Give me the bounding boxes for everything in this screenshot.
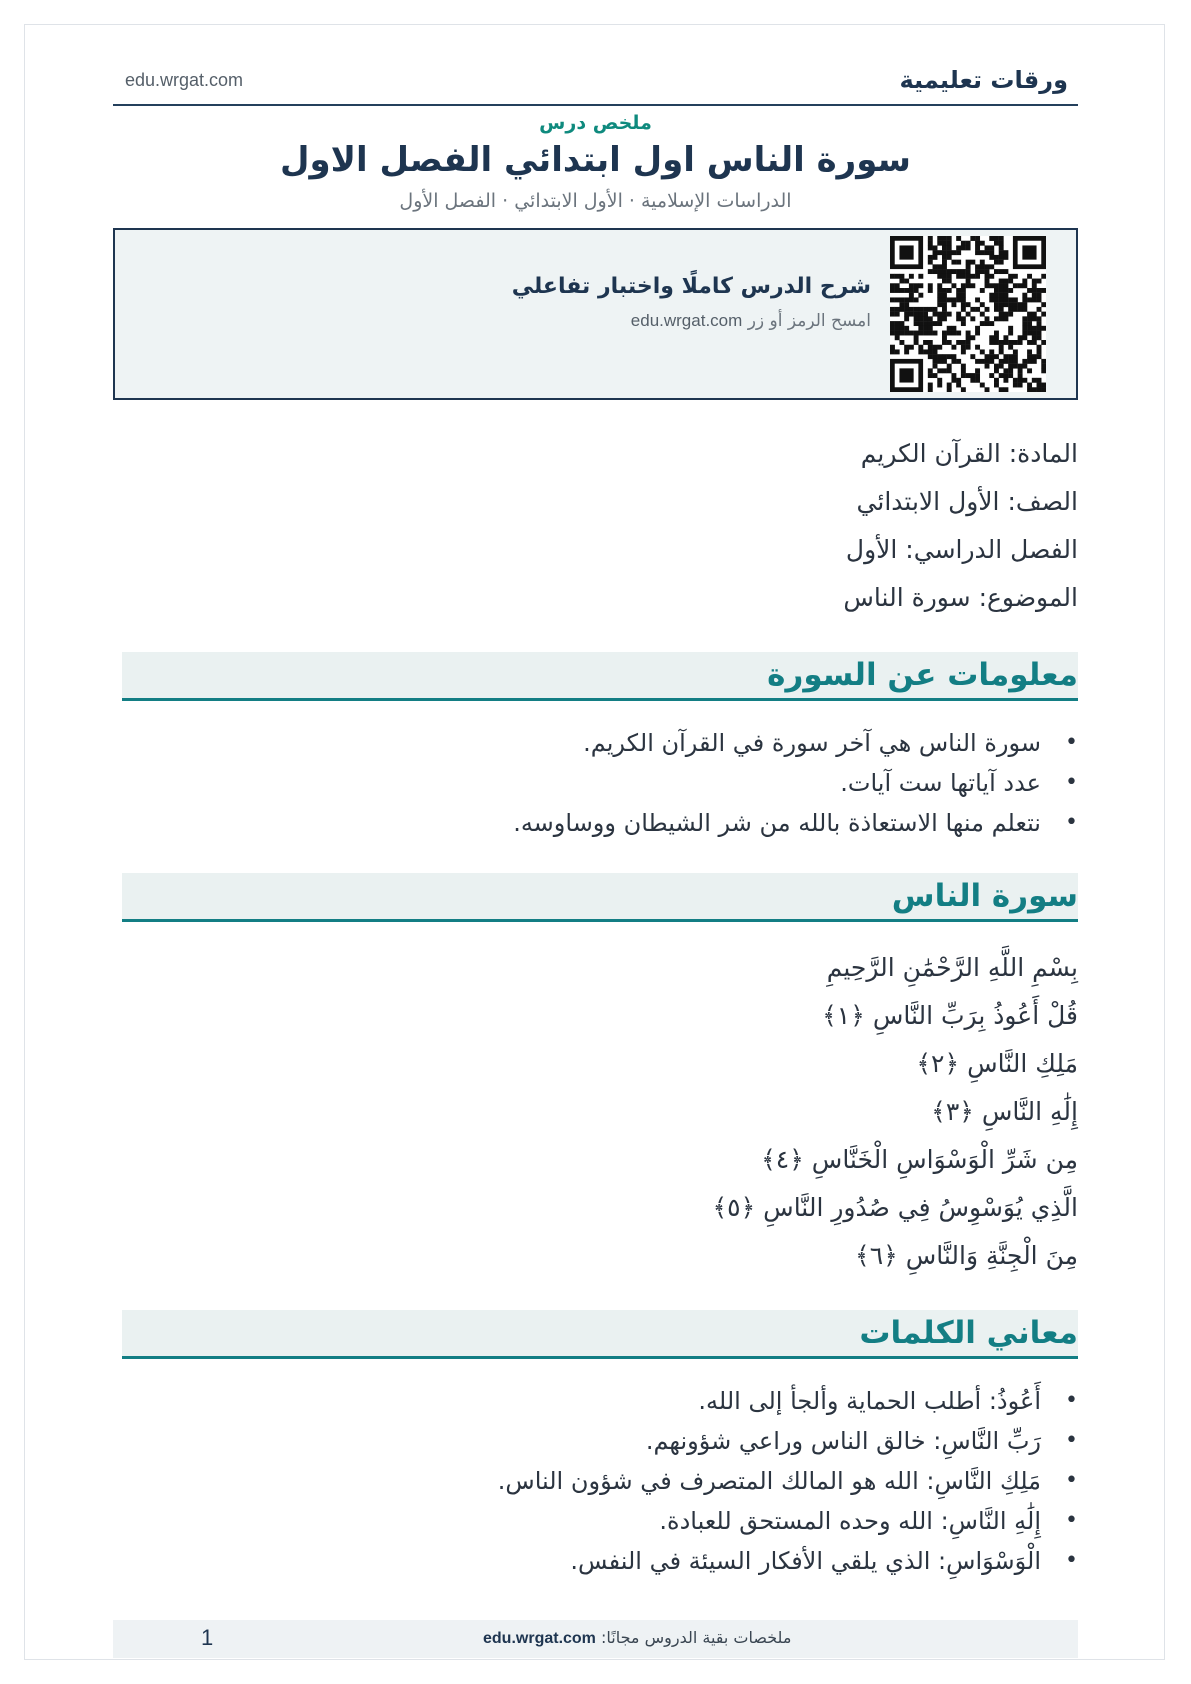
section-meanings-header: [122, 1310, 1078, 1359]
site-url[interactable]: edu.wrgat.com: [125, 70, 244, 90]
brand-name: ورقات تعليمية: [899, 66, 1068, 94]
qr-sub-prefix: امسح الرمز أو زر: [747, 311, 871, 331]
page-content: [113, 60, 1078, 1581]
section-about-header: [122, 652, 1078, 701]
verse-basmala: بِسْمِ اللَّهِ الرَّحْمَٰنِ الرَّحِيمِ: [826, 953, 1078, 982]
section-meanings-title: معاني الكلمات: [859, 1315, 1078, 1351]
meanings-list: [113, 1381, 1078, 1581]
list-item: • مَلِكِ النَّاسِ: الله هو المالك المتصرف في شؤون الناس.: [113, 1461, 1078, 1501]
verse-3: إِلَٰهِ النَّاسِ ﴿٣﴾: [931, 1097, 1078, 1126]
qr-code-icon[interactable]: [890, 236, 1046, 392]
list-item: • نتعلم منها الاستعاذة بالله من شر الشيطان ووساوسه.: [113, 803, 1078, 843]
about-list: [113, 723, 1078, 843]
verse-4: مِن شَرِّ الْوَسْوَاسِ الْخَنَّاسِ ﴿٤﴾: [761, 1145, 1078, 1174]
qr-sub-url[interactable]: edu.wrgat.com: [630, 311, 743, 330]
page-number: 1: [201, 1625, 214, 1650]
list-item: • رَبِّ النَّاسِ: خالق الناس وراعي شؤونهم.: [113, 1421, 1078, 1461]
lesson-info: [113, 430, 1078, 622]
info-subject: المادة: القرآن الكريم: [860, 439, 1078, 468]
page-title: سورة الناس اول ابتدائي الفصل الاول: [280, 140, 911, 180]
footer-label: ملخصات بقية الدروس مجانًا:: [601, 1628, 792, 1647]
section-surah-header: [122, 873, 1078, 922]
footer-url[interactable]: edu.wrgat.com: [483, 1630, 596, 1647]
list-item: • سورة الناس هي آخر سورة في القرآن الكريم.: [113, 723, 1078, 763]
lesson-kicker: ملخص درس: [539, 112, 652, 134]
page-subtitle: الدراسات الإسلامية · الأول الابتدائي · الفصل الأول: [399, 190, 792, 212]
verse-2: مَلِكِ النَّاسِ ﴿٢﴾: [916, 1049, 1078, 1078]
qr-promo-box: [113, 228, 1078, 400]
qr-heading: شرح الدرس كاملًا واختبار تفاعلي: [511, 274, 871, 299]
list-item: • الْوَسْوَاسِ: الذي يلقي الأفكار السيئة في النفس.: [113, 1541, 1078, 1581]
info-topic: الموضوع: سورة الناس: [843, 583, 1078, 612]
section-about-title: معلومات عن السورة: [767, 657, 1078, 693]
verse-1: قُلْ أَعُوذُ بِرَبِّ النَّاسِ ﴿١﴾: [822, 1001, 1078, 1030]
top-header: [113, 60, 1078, 106]
surah-verses: [113, 944, 1078, 1280]
list-item: • عدد آياتها ست آيات.: [113, 763, 1078, 803]
qr-text: [512, 274, 871, 331]
footer-text: [483, 1628, 791, 1648]
list-item: • إِلَٰهِ النَّاسِ: الله وحده المستحق للعبادة.: [113, 1501, 1078, 1541]
list-item: • أَعُوذُ: أطلب الحماية وألجأ إلى الله.: [113, 1381, 1078, 1421]
verse-5: الَّذِي يُوَسْوِسُ فِي صُدُورِ النَّاسِ ﴿٥﴾: [712, 1193, 1078, 1222]
qr-subtext: [512, 311, 871, 331]
info-term: الفصل الدراسي: الأول: [845, 535, 1078, 564]
info-grade: الصف: الأول الابتدائي: [856, 487, 1078, 516]
section-surah-title: سورة الناس: [891, 878, 1078, 914]
verse-6: مِنَ الْجِنَّةِ وَالنَّاسِ ﴿٦﴾: [855, 1241, 1078, 1270]
page-footer: [113, 1620, 1078, 1658]
